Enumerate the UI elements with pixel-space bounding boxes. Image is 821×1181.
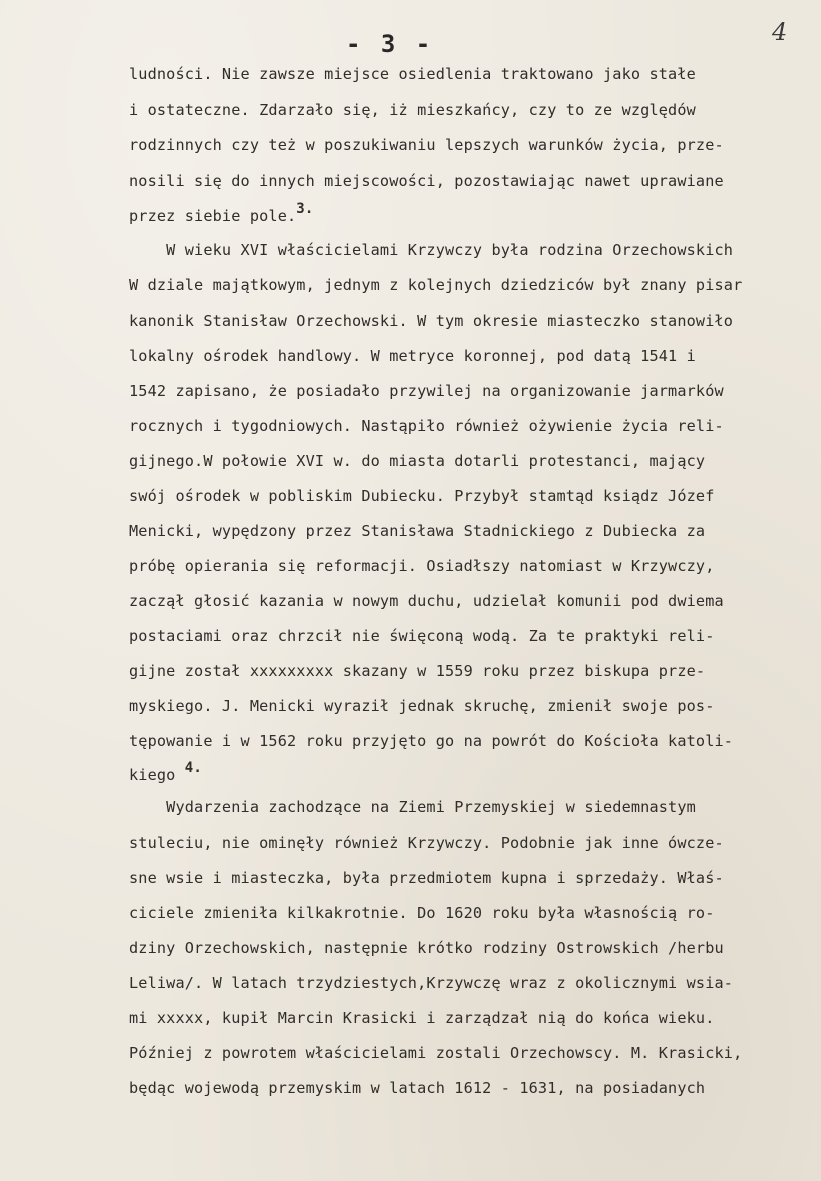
footnote-ref-4: 4. bbox=[184, 760, 202, 776]
sheet-number: 4 bbox=[772, 18, 788, 46]
text-line: stuleciu, nie ominęły również Krzywczy. Podobnie jak inne ówcze- bbox=[129, 834, 724, 852]
text-line-with-footnote bbox=[129, 760, 202, 786]
text-line: Wydarzenia zachodzące na Ziemi Przemyskiej w siedemnastym bbox=[129, 798, 696, 816]
text-line: Leliwa/. W latach trzydziestych,Krzywczę wraz z okolicznymi wsia- bbox=[129, 974, 734, 992]
text-line: i ostateczne. Zdarzało się, iż mieszkańcy, czy to ze względów bbox=[129, 101, 696, 119]
text-line: Później z powrotem właścicielami zostali Orzechowscy. M. Krasicki, bbox=[129, 1044, 743, 1062]
text-line: lokalny ośrodek handlowy. W metryce koronnej, pod datą 1541 i bbox=[129, 347, 696, 365]
text-line: Menicki, wypędzony przez Stanisława Stadnickiego z Dubiecka za bbox=[129, 522, 706, 540]
text-line: zaczął głosić kazania w nowym duchu, udzielał komunii pod dwiema bbox=[129, 592, 724, 610]
footnote-ref-3: 3. bbox=[296, 201, 314, 217]
text-line: próbę opierania się reformacji. Osiadłszy natomiast w Krzywczy, bbox=[129, 557, 715, 575]
text-line: W dziale majątkowym, jednym z kolejnych dziedziców był znany pisar bbox=[129, 276, 743, 294]
text-line: ludności. Nie zawsze miejsce osiedlenia traktowano jako stałe bbox=[129, 65, 696, 83]
text-line: W wieku XVI właścicielami Krzywczy była rodzina Orzechowskich bbox=[129, 241, 734, 259]
text-line: nosili się do innych miejscowości, pozostawiając nawet uprawiane bbox=[129, 172, 724, 190]
text-line: 1542 zapisano, że posiadało przywilej na organizowanie jarmarków bbox=[129, 382, 724, 400]
text-line: rodzinnych czy też w poszukiwaniu lepszych warunków życia, prze- bbox=[129, 136, 724, 154]
text-line-with-footnote bbox=[129, 201, 314, 227]
text-line: postaciami oraz chrzcił nie święconą wodą. Za te praktyki reli- bbox=[129, 627, 715, 645]
text-line: rocznych i tygodniowych. Nastąpiło również ożywienie życia reli- bbox=[129, 417, 724, 435]
text-line: ciciele zmieniła kilkakrotnie. Do 1620 roku była własnością ro- bbox=[129, 904, 715, 922]
text-line: myskiego. J. Menicki wyraził jednak skruchę, zmienił swoje pos- bbox=[129, 697, 715, 715]
text-line: mi xxxxx, kupił Marcin Krasicki i zarządzał nią do końca wieku. bbox=[129, 1009, 715, 1027]
text-line: sne wsie i miasteczka, była przedmiotem kupna i sprzedaży. Właś- bbox=[129, 869, 724, 887]
page-number: - 3 - bbox=[346, 30, 434, 58]
text-line: gijne został xxxxxxxxx skazany w 1559 roku przez biskupa prze- bbox=[129, 662, 706, 680]
text-line-text: przez siebie pole. bbox=[129, 207, 297, 225]
text-line-text: kiego bbox=[129, 766, 176, 784]
text-line: będąc wojewodą przemyskim w latach 1612 - 1631, na posiadanych bbox=[129, 1079, 706, 1097]
text-line: tępowanie i w 1562 roku przyjęto go na powrót do Kościoła katoli- bbox=[129, 732, 734, 750]
text-line: dziny Orzechowskich, następnie krótko rodziny Ostrowskich /herbu bbox=[129, 939, 724, 957]
text-line: gijnego.W połowie XVI w. do miasta dotarli protestanci, mający bbox=[129, 452, 706, 470]
text-line: swój ośrodek w pobliskim Dubiecku. Przybył stamtąd ksiądz Józef bbox=[129, 487, 715, 505]
text-line: kanonik Stanisław Orzechowski. W tym okresie miasteczko stanowiło bbox=[129, 312, 734, 330]
